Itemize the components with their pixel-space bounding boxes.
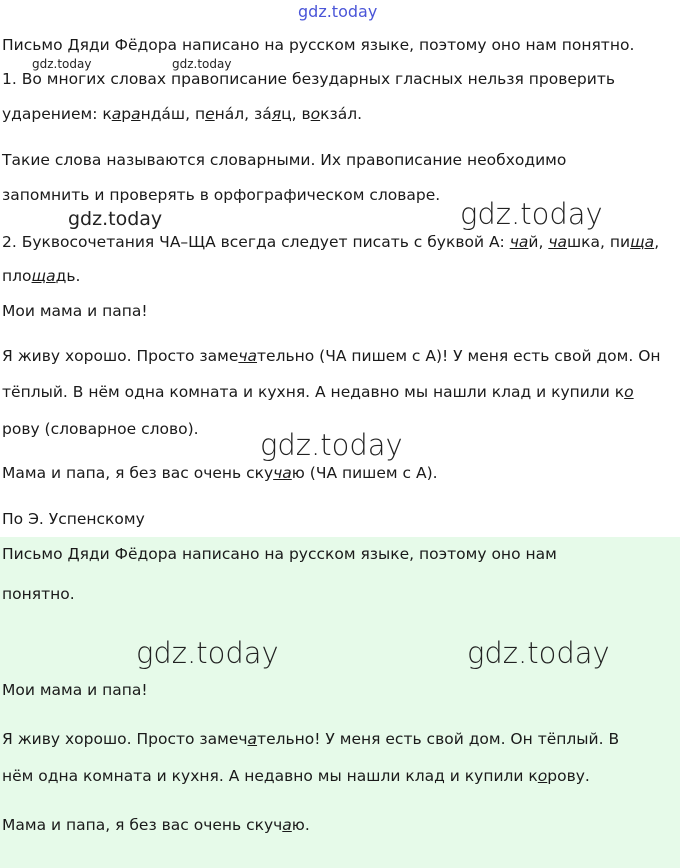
task-line: По Э. Успенскому — [2, 510, 145, 528]
watermark-big: gdz.today — [460, 197, 603, 231]
watermark-top: gdz.today — [298, 2, 378, 21]
answer-line: понятно. — [2, 585, 75, 603]
task-line: Письмо Дяди Фёдора написано на русском языке, поэтому оно нам понятно. — [2, 36, 635, 54]
task-line: 2. Буквосочетания ЧА–ЩА всегда следует писать с буквой А: чай, чашка, пища, — [2, 233, 660, 251]
watermark-small: gdz.today — [32, 57, 92, 71]
task-line: Мои мама и папа! — [2, 302, 148, 320]
task-line: ударением: каранда́ш, пена́л, за́яц, вокза́л. — [2, 105, 363, 123]
watermark-mid: gdz.today — [68, 208, 163, 230]
task-line: Я живу хорошо. Просто замечательно (ЧА пишем с А)! У меня есть свой дом. Он — [2, 347, 661, 365]
answer-line: Я живу хорошо. Просто замечательно! У меня есть свой дом. Он тёплый. В — [2, 730, 620, 748]
answer-line: Письмо Дяди Фёдора написано на русском языке, поэтому оно нам — [2, 545, 557, 563]
answer-line: Мои мама и папа! — [2, 681, 148, 699]
watermark-big: gdz.today — [136, 636, 279, 670]
task-line: площадь. — [2, 267, 81, 285]
watermark-small: gdz.today — [172, 57, 232, 71]
task-line: 1. Во многих словах правописание безударных гласных нельзя проверить — [2, 70, 616, 88]
task-line: рову (словарное слово). — [2, 420, 199, 438]
answer-line: Мама и папа, я без вас очень скучаю. — [2, 816, 310, 834]
task-line: Мама и папа, я без вас очень скучаю (ЧА пишем с А). — [2, 464, 438, 482]
task-line: запомнить и проверять в орфографическом словаре. — [2, 186, 441, 204]
watermark-big: gdz.today — [467, 636, 610, 670]
watermark-big: gdz.today — [260, 428, 403, 462]
task-line: Такие слова называются словарными. Их правописание необходимо — [2, 151, 567, 169]
answer-line: нём одна комната и кухня. А недавно мы нашли клад и купили корову. — [2, 767, 590, 785]
task-line: тёплый. В нём одна комната и кухня. А недавно мы нашли клад и купили ко — [2, 383, 634, 401]
